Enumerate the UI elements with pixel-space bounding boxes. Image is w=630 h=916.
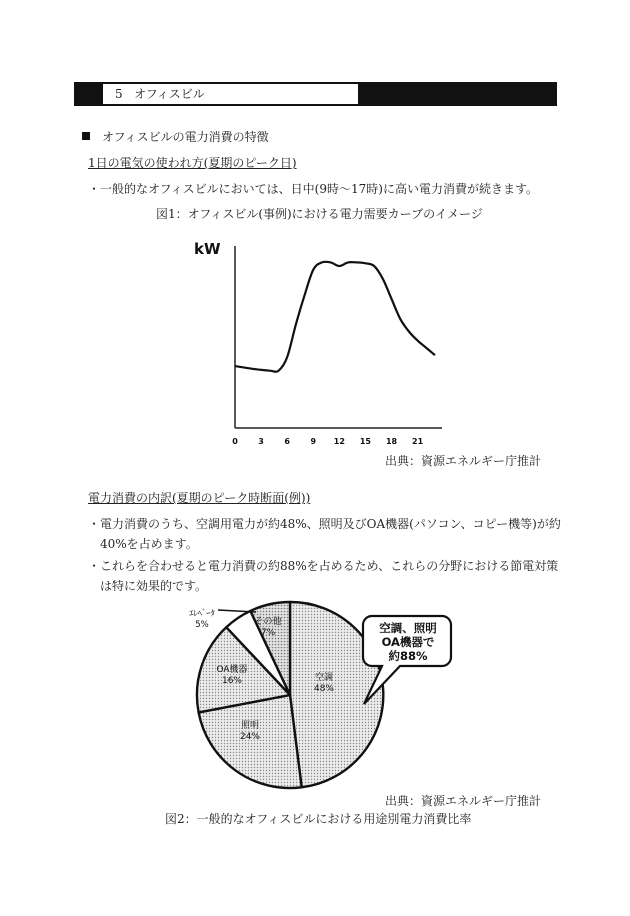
figure1-source: 出典：資源エネルギー庁推計 <box>385 454 542 468</box>
pie-slice-value: 24% <box>239 732 261 742</box>
pie-slice-label: 空調 <box>314 673 334 683</box>
subheading-daily-usage: 1日の電気の使われ方(夏期のピーク日) <box>88 156 297 170</box>
subheading-breakdown: 電力消費の内訳(夏期のピーク時断面(例)) <box>88 491 311 505</box>
figure1-caption: 図1：オフィスビル(事例)における電力需要カーブのイメージ <box>156 207 483 221</box>
pie-slice-label: その他 <box>254 617 282 627</box>
main-heading-text: オフィスビルの電力消費の特徴 <box>102 130 269 144</box>
x-tick-label: 21 <box>412 437 424 446</box>
demand-curve-line <box>235 262 435 372</box>
bullet-daily-usage: ・一般的なオフィスビルにおいては、日中(9時～17時)に高い電力消費が続きます。 <box>88 182 538 196</box>
callout-line1: 空調、照明 <box>379 621 437 635</box>
square-bullet-icon <box>82 132 90 140</box>
x-tick-label: 15 <box>359 437 372 446</box>
x-tick-label: 12 <box>333 437 345 446</box>
pie-slice-value: 16% <box>221 676 243 686</box>
bullet-aircon-share <box>88 514 561 554</box>
y-axis-label: kW <box>194 240 221 258</box>
x-tick-label: 3 <box>258 437 264 446</box>
main-heading <box>82 128 269 146</box>
bullet-savings-effect <box>88 556 558 596</box>
callout-line3: 約88% <box>388 649 428 663</box>
pie-slice-label: 照明 <box>240 721 260 731</box>
bullet-savings-line2: は特に効果的です。 <box>100 579 208 593</box>
bullet-aircon-line2: 40%を占めます。 <box>100 537 198 551</box>
section-title-text: オフィスビル <box>134 87 205 101</box>
section-number: 5 <box>115 87 123 101</box>
pie-slice-value: 7% <box>260 628 276 638</box>
usage-breakdown-pie <box>160 598 460 794</box>
pie-slice-value: 5% <box>195 620 209 630</box>
x-tick-label: 9 <box>310 437 317 446</box>
section-title <box>103 84 358 104</box>
bullet-aircon-line1: ・電力消費のうち、空調用電力が約48%、照明及びOA機器(パソコン、コピー機等)が約 <box>88 517 561 531</box>
x-tick-label: 6 <box>284 437 290 446</box>
figure2-source: 出典：資源エネルギー庁推計 <box>385 794 542 808</box>
x-tick-labels <box>232 437 423 446</box>
pie-slice-value: 48% <box>313 684 335 694</box>
pie-slice-label: ｴﾚﾍﾞｰﾀ <box>189 609 215 619</box>
figure2-caption: 図2：一般的なオフィスビルにおける用途別電力消費比率 <box>165 812 472 826</box>
bullet-savings-line1: ・これらを合わせると電力消費の約88%を占めるため、これらの分野における節電対策 <box>88 559 559 573</box>
pie-slice-label: OA機器 <box>216 665 248 675</box>
demand-curve-chart <box>180 232 450 454</box>
callout-line2: OA機器で <box>381 635 435 649</box>
x-tick-label: 18 <box>385 437 398 446</box>
x-tick-label: 0 <box>232 437 238 446</box>
